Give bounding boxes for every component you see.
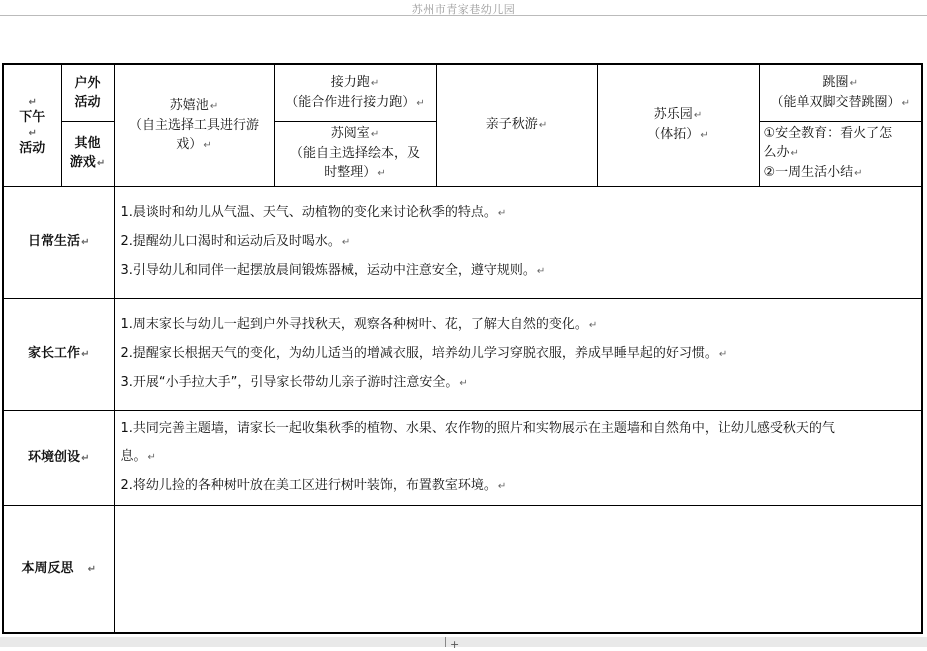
cell-safety-education: ①安全教育：看火了怎 么办↵ ②一周生活小结↵ bbox=[759, 121, 922, 186]
daily-life-item: 1.晨谈时和幼儿从气温、天气、动植物的变化来讨论秋季的特点。↵ bbox=[120, 204, 507, 220]
parents-item: 1.周末家长与幼儿一起到户外寻找秋天，观察各种树叶、花，了解大自然的变化。↵ bbox=[120, 316, 598, 332]
environment-content bbox=[114, 410, 922, 505]
page-marker-glyph: + bbox=[450, 638, 460, 651]
cell-reading-room: 苏阅室↵ （能自主选择绘本，及 时整理）↵ bbox=[274, 121, 436, 186]
cell-suleyuan: 苏乐园↵ （体拓）↵ bbox=[597, 64, 759, 186]
page-header-title: 苏州市青家巷幼儿园 bbox=[411, 3, 516, 16]
weekly-reflection-content bbox=[114, 505, 922, 633]
daily-life-item: 3.引导幼儿和同伴一起摆放晨间锻炼器械，运动中注意安全，遵守规则。↵ bbox=[120, 262, 546, 278]
daily-life-label: 日常生活↵ bbox=[3, 186, 114, 298]
header-divider bbox=[0, 15, 927, 16]
weekly-reflection-label: 本周反思 ↵ bbox=[3, 505, 114, 633]
parents-work-label: 家长工作↵ bbox=[3, 298, 114, 410]
environment-item: 1.共同完善主题墙，请家长一起收集秋季的植物、水果、农作物的照片和实物展示在主题墙和自然角中，让幼儿感受秋天的气 bbox=[120, 420, 835, 436]
daily-life-item: 2.提醒幼儿口渴时和运动后及时喝水。↵ bbox=[120, 233, 351, 249]
daily-life-content bbox=[114, 186, 922, 298]
environment-label: 环境创设↵ bbox=[3, 410, 114, 505]
environment-item: 2.将幼儿捡的各种树叶放在美工区进行树叶装饰，布置教室环境。↵ bbox=[120, 477, 507, 493]
cell-jump-circle: 跳圈↵ （能单双脚交替跳圈）↵ bbox=[759, 64, 922, 121]
afternoon-activity-label: ↵ 下午 ↵ 活动 bbox=[3, 64, 61, 186]
parents-item: 2.提醒家长根据天气的变化，为幼儿适当的增减衣服，培养幼儿学习穿脱衣服，养成早睡早起的好习惯。↵ bbox=[120, 345, 728, 361]
environment-item: 息。↵ bbox=[120, 448, 156, 464]
cell-relay-run: 接力跑↵ （能合作进行接力跑）↵ bbox=[274, 64, 436, 121]
parents-work-content bbox=[114, 298, 922, 410]
parents-item: 3.开展“小手拉大手”，引导家长带幼儿亲子游时注意安全。↵ bbox=[120, 374, 468, 390]
page-bottom-gap bbox=[0, 637, 927, 647]
weekly-plan-table bbox=[2, 63, 923, 634]
other-games-label: 其他 游戏↵ bbox=[61, 121, 114, 186]
page-marker-line bbox=[445, 637, 446, 647]
outdoor-activity-label: 户外 活动 bbox=[61, 64, 114, 121]
cell-suxichi: 苏嬉池↵ （自主选择工具进行游 戏）↵ bbox=[114, 64, 274, 186]
cell-parent-child-outing: 亲子秋游↵ bbox=[436, 64, 597, 186]
